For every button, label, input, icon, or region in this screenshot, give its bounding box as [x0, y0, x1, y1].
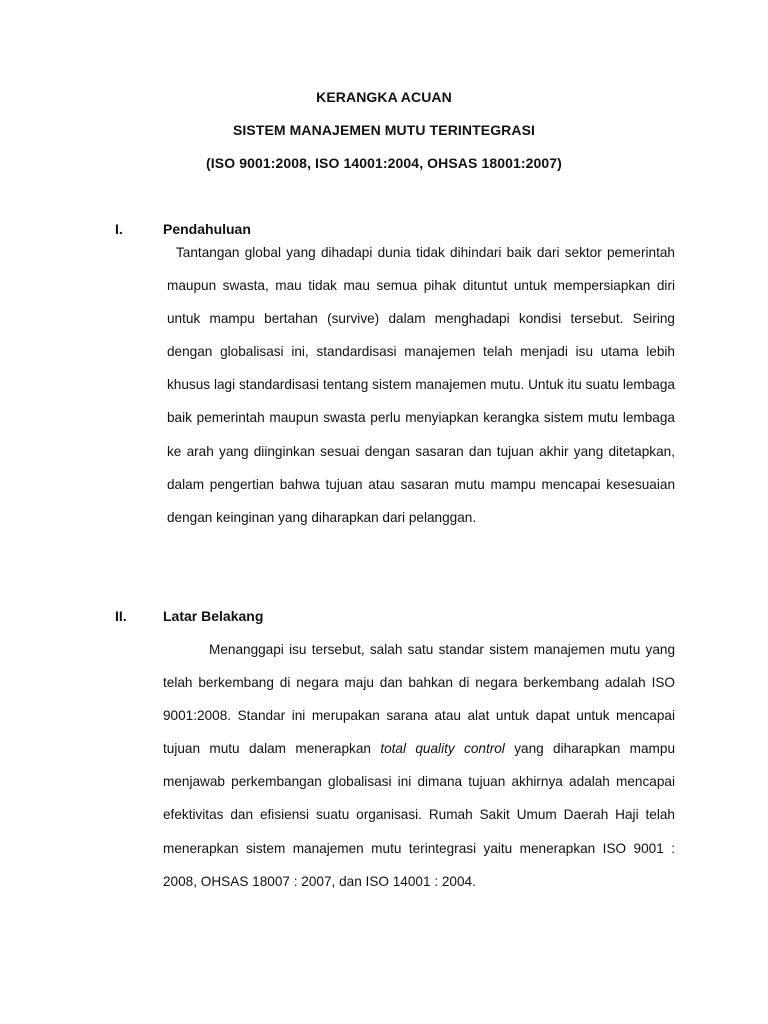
section-1-paragraph: Tantangan global yang dihadapi dunia tidak dihindari baik dari sektor pemerintah maupun swasta, mau tidak mau semua pihak dituntut untuk mempersiapkan diri untuk mampu bertahan (survive) dalam menghadapi kondisi tersebut. Seiring dengan globalisasi ini, standardisasi manajemen telah menjadi isu utama lebih khusus lagi standardisasi tentang sistem manajemen mutu. Untuk itu suatu lembaga baik pemerintah maupun swasta perlu menyiapkan kerangka sistem mutu lembaga ke arah yang diinginkan sesuai dengan sasaran dan tujuan akhir yang ditetapkan, dalam pengertian bahwa tujuan atau sasaran mutu mampu mencapai kesesuaian dengan keinginan yang diharapkan dari pelanggan. [167, 245, 675, 525]
document-standards-line: (ISO 9001:2008, ISO 14001:2004, OHSAS 18001:2007) [206, 155, 562, 171]
section-1-heading: Pendahuluan [163, 221, 251, 237]
document-title: KERANGKA ACUAN [316, 89, 452, 105]
section-2-number: II. [115, 608, 127, 624]
section-2-text-part-2: yang diharapkan mampu menjawab perkembangan globalisasi ini dimana tujuan akhirnya adalah mencapai efektivitas dan efisiensi suatu organisasi. Rumah Sakit Umum Daerah Haji telah menerapkan sistem manajemen mutu terintegrasi yaitu menerapkan ISO 9001 : 2008, OHSAS 18007 : 2007, dan ISO 14001 : 2004. [163, 741, 676, 889]
section-2-heading: Latar Belakang [163, 608, 264, 624]
section-2-paragraph [163, 633, 675, 898]
section-2-text-part-1: Menanggapi isu tersebut, salah satu standar sistem manajemen mutu yang telah berkembang di negara maju dan bahkan di negara berkembang adalah ISO 9001:2008. Standar ini merupakan sarana atau alat untuk dapat untuk mencapai tujuan mutu dalam menerapkan [163, 642, 675, 757]
document-subtitle: SISTEM MANAJEMEN MUTU TERINTEGRASI [232, 122, 536, 138]
section-1-number: I. [115, 221, 123, 237]
section-2-italic-term: total quality control [380, 741, 505, 757]
